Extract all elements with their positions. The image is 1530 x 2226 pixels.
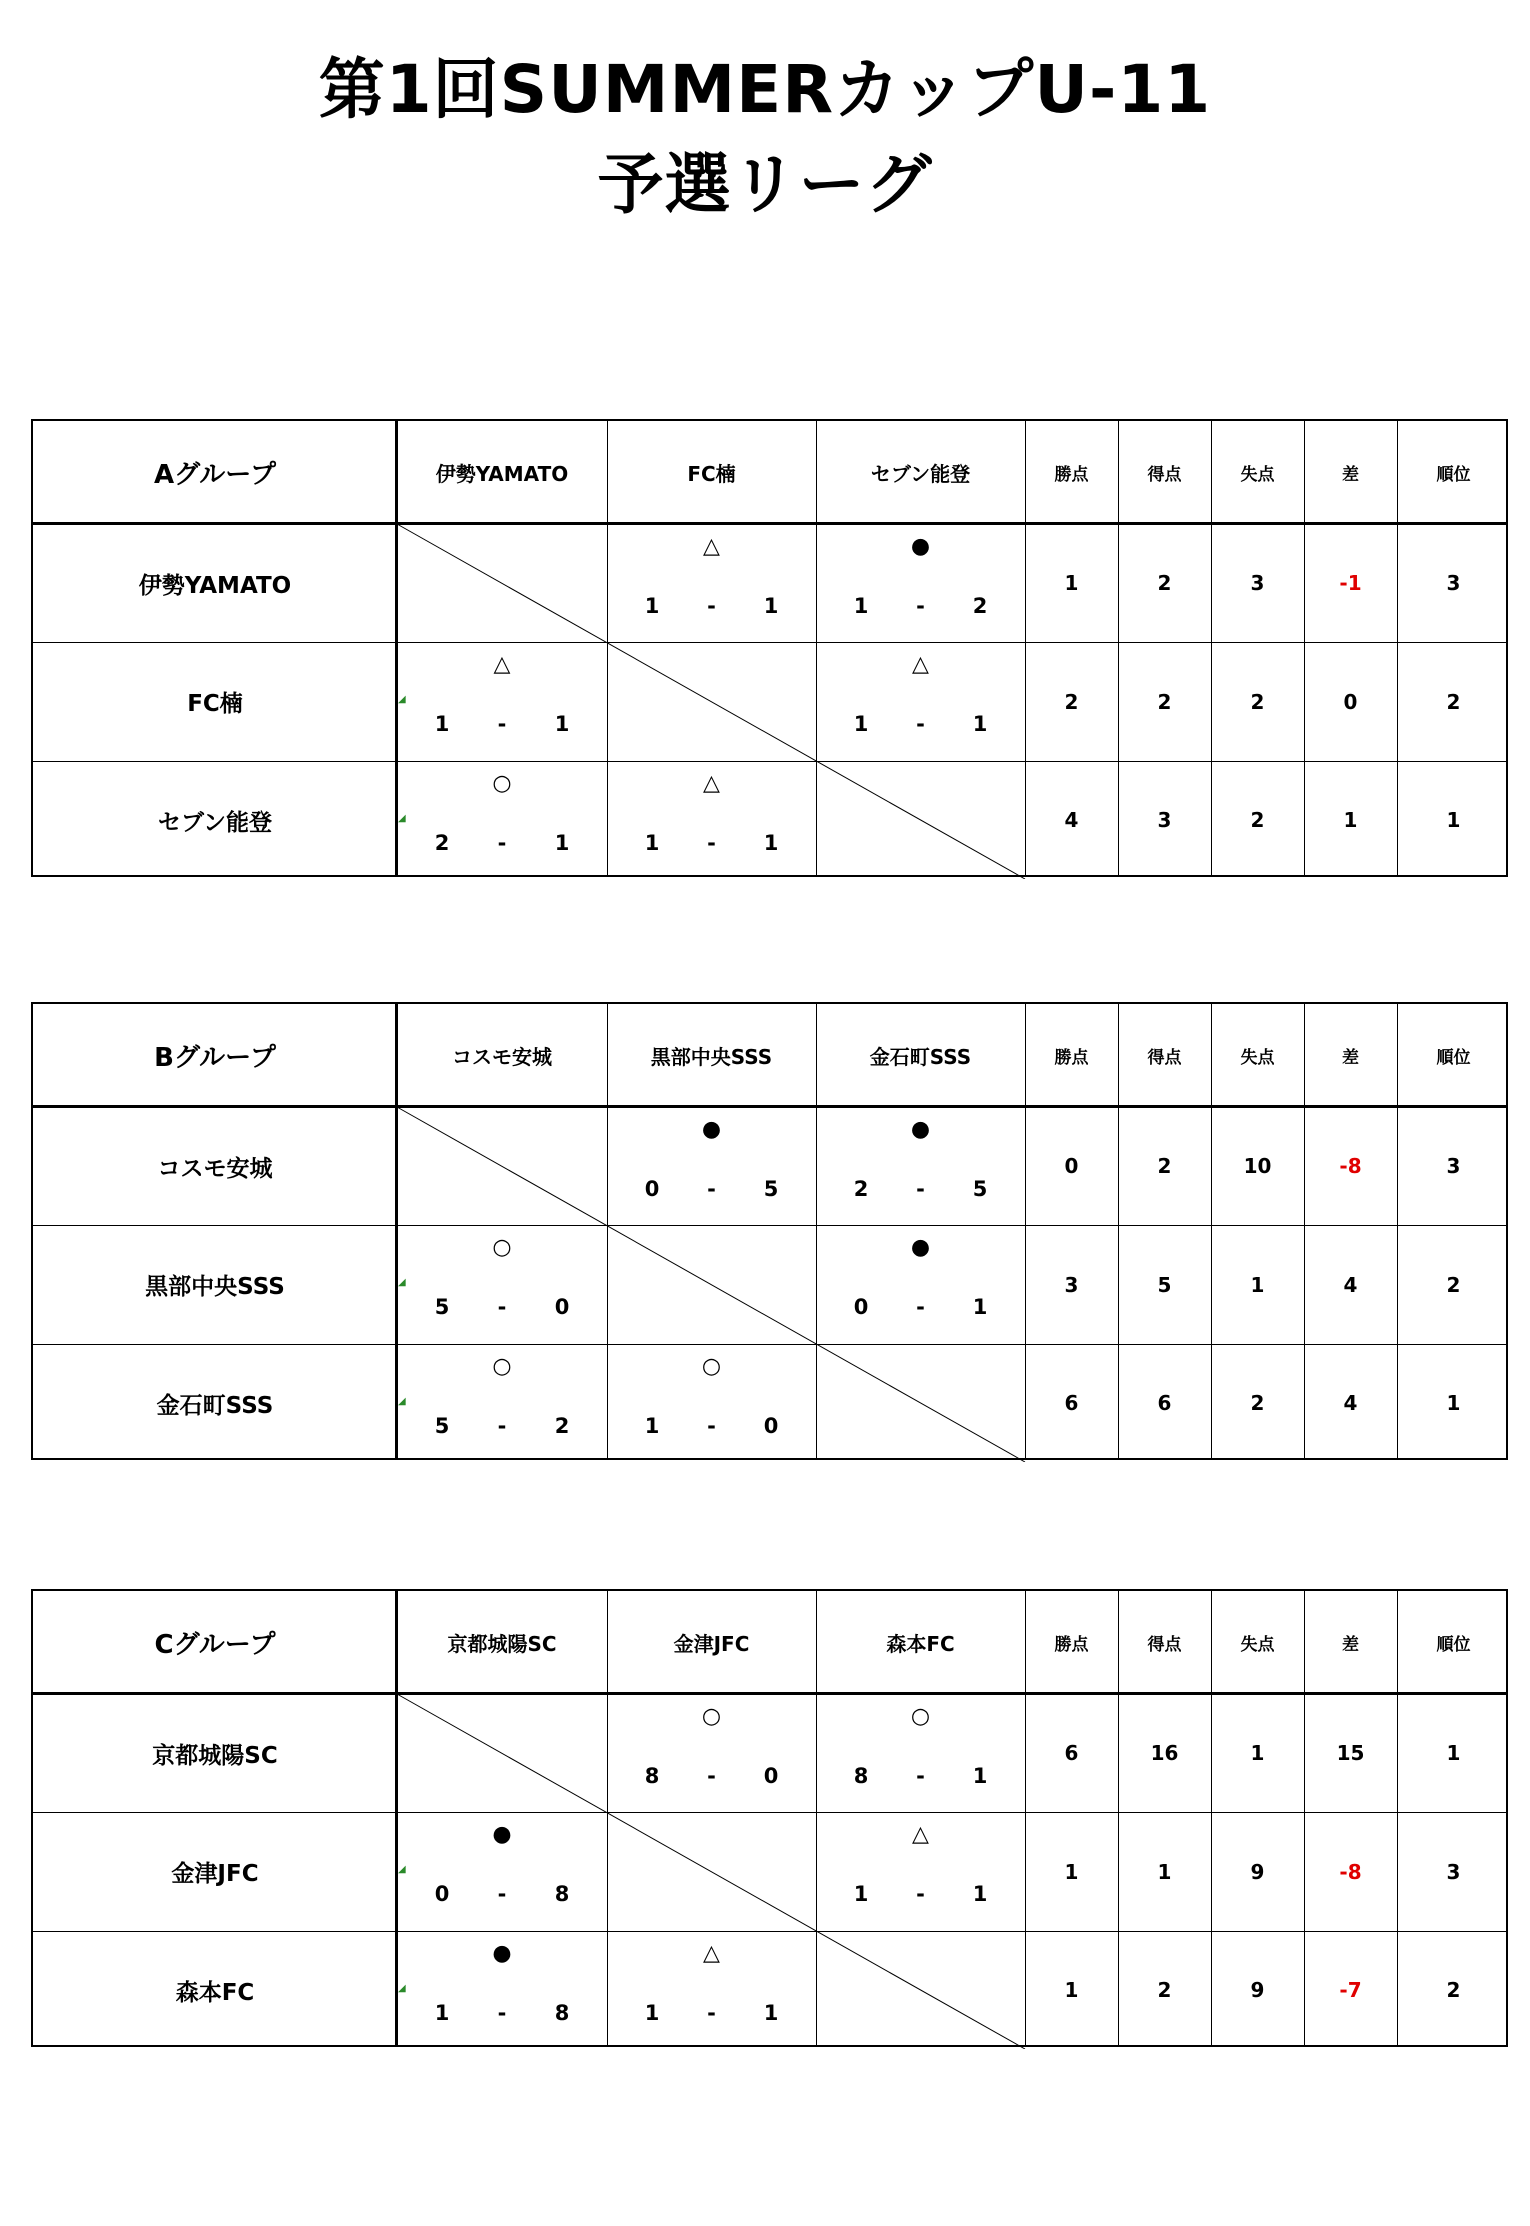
score-dash: -: [916, 1882, 925, 1906]
stat-diff: -8: [1339, 1859, 1362, 1884]
score-dash: -: [707, 594, 716, 618]
stat-column-header: 差: [1342, 1048, 1359, 1068]
stat-rank: 1: [1446, 1741, 1461, 1765]
stat-gf: 6: [1157, 1391, 1172, 1415]
cell-comment-marker: ◢: [398, 1864, 406, 1875]
score-away: 1: [763, 594, 779, 618]
score-home: 1: [644, 594, 660, 618]
score-away: 1: [763, 2001, 779, 2025]
stat-ga: 2: [1250, 689, 1265, 714]
score-away: 2: [972, 594, 988, 618]
stat-gf: 2: [1157, 689, 1172, 714]
team-row-name: FC楠: [187, 691, 243, 717]
stat-ga: 3: [1250, 571, 1265, 595]
team-row-name: セブン能登: [157, 809, 273, 836]
cell-comment-marker: ◢: [398, 813, 406, 824]
score-away: 1: [763, 831, 779, 855]
match-result-mark: ○: [910, 1704, 931, 1729]
stat-gf: 2: [1157, 1978, 1172, 2002]
score-away: 8: [554, 2001, 570, 2025]
stat-gf: 1: [1157, 1859, 1172, 1884]
stat-gf: 5: [1157, 1272, 1172, 1297]
stat-points: 6: [1064, 1391, 1079, 1415]
stat-ga: 1: [1250, 1272, 1265, 1297]
stat-diff: -1: [1339, 571, 1362, 595]
stat-points: 3: [1064, 1272, 1079, 1297]
page-title-line2: 予選リーグ: [597, 146, 933, 223]
match-result-mark: △: [493, 652, 511, 677]
score-dash: -: [497, 1882, 507, 1906]
cell-comment-marker: ◢: [398, 1277, 406, 1288]
score-away: 0: [554, 1295, 570, 1319]
diagonal-line: [397, 1107, 1025, 1462]
score-dash: -: [497, 2001, 507, 2025]
stat-ga: 1: [1250, 1741, 1265, 1765]
match-result-mark: ○: [701, 1704, 722, 1729]
team-column-header: 黒部中央SSS: [650, 1045, 773, 1069]
match-result-mark: ●: [701, 1117, 722, 1142]
score-away: 1: [554, 831, 570, 855]
stat-rank: 1: [1446, 1391, 1461, 1415]
match-result-mark: ●: [492, 1941, 512, 1966]
score-home: 1: [644, 2001, 660, 2025]
score-home: 1: [644, 831, 660, 855]
stat-column-header: 順位: [1436, 1048, 1471, 1068]
stat-rank: 1: [1446, 808, 1461, 832]
stat-rank: 2: [1446, 689, 1461, 714]
stat-ga: 10: [1243, 1154, 1272, 1178]
group-table: [31, 1002, 1508, 1460]
score-away: 8: [554, 1882, 570, 1906]
score-away: 1: [972, 1295, 988, 1319]
team-column-header: コスモ安城: [452, 1045, 552, 1069]
score-home: 8: [644, 1764, 660, 1788]
team-column-header: 京都城陽SC: [447, 1632, 557, 1656]
stat-column-header: 得点: [1147, 1635, 1182, 1655]
page-title-line1: 第1回SUMMERカップU-11: [318, 51, 1212, 128]
group-table: [31, 419, 1508, 877]
group-name: Cグループ: [154, 1630, 276, 1660]
team-row-name: 金津JFC: [171, 1861, 259, 1887]
score-dash: -: [916, 594, 925, 618]
match-result-mark: ●: [492, 1822, 512, 1847]
score-home: 1: [644, 1414, 660, 1438]
stat-diff: -7: [1339, 1978, 1362, 2002]
stat-column-header: 順位: [1436, 465, 1471, 485]
stat-column-header: 得点: [1147, 465, 1182, 485]
stat-diff: 4: [1343, 1391, 1358, 1415]
team-column-header: セブン能登: [870, 462, 971, 486]
stat-gf: 2: [1157, 1154, 1172, 1178]
stat-diff: 1: [1343, 808, 1358, 832]
score-home: 2: [853, 1177, 869, 1201]
stat-column-header: 勝点: [1054, 1635, 1089, 1655]
score-dash: -: [707, 1414, 716, 1438]
score-home: 1: [434, 712, 450, 736]
score-dash: -: [497, 712, 507, 736]
score-dash: -: [497, 1414, 507, 1438]
score-dash: -: [916, 1295, 925, 1319]
score-away: 0: [763, 1764, 779, 1788]
score-dash: -: [707, 1177, 716, 1201]
group-name: Bグループ: [154, 1043, 276, 1073]
team-column-header: FC楠: [687, 462, 736, 486]
score-away: 1: [972, 712, 988, 736]
group-name: Aグループ: [153, 460, 277, 490]
stat-column-header: 勝点: [1054, 465, 1089, 485]
score-home: 0: [434, 1882, 450, 1906]
team-column-header: 金石町SSS: [869, 1045, 972, 1069]
score-dash: -: [497, 1295, 507, 1319]
stat-ga: 9: [1250, 1859, 1265, 1884]
stat-ga: 2: [1250, 1391, 1265, 1415]
stat-gf: 3: [1157, 808, 1172, 832]
score-home: 5: [434, 1295, 450, 1319]
score-home: 1: [434, 2001, 450, 2025]
score-home: 0: [853, 1295, 869, 1319]
stat-column-header: 得点: [1147, 1048, 1182, 1068]
stat-points: 0: [1064, 1154, 1079, 1178]
cell-comment-marker: ◢: [398, 1983, 406, 1994]
stat-points: 4: [1064, 808, 1079, 832]
match-result-mark: △: [703, 534, 720, 559]
match-result-mark: △: [912, 1822, 929, 1847]
match-result-mark: △: [912, 652, 929, 677]
stat-column-header: 勝点: [1054, 1048, 1089, 1068]
match-result-mark: ●: [910, 1117, 931, 1142]
score-away: 5: [972, 1177, 988, 1201]
stat-points: 2: [1064, 689, 1079, 714]
score-dash: -: [916, 712, 925, 736]
match-result-mark: ●: [910, 534, 931, 559]
stat-points: 1: [1064, 571, 1079, 595]
score-away: 1: [972, 1882, 988, 1906]
stat-rank: 2: [1446, 1272, 1461, 1297]
score-home: 1: [853, 1882, 869, 1906]
stat-gf: 16: [1150, 1741, 1179, 1765]
stat-points: 6: [1064, 1741, 1079, 1765]
score-home: 0: [644, 1177, 660, 1201]
stat-column-header: 差: [1342, 465, 1359, 485]
stat-column-header: 順位: [1436, 1635, 1471, 1655]
score-dash: -: [916, 1177, 925, 1201]
diagonal-line: [397, 1694, 1025, 2049]
match-result-mark: △: [703, 771, 720, 796]
score-home: 5: [434, 1414, 450, 1438]
cell-comment-marker: ◢: [398, 1396, 406, 1407]
score-home: 1: [853, 594, 869, 618]
team-row-name: 黒部中央SSS: [145, 1274, 285, 1300]
score-home: 8: [853, 1764, 869, 1788]
stat-points: 1: [1064, 1859, 1079, 1884]
team-row-name: 森本FC: [175, 1979, 255, 2006]
stat-diff: 4: [1343, 1272, 1358, 1297]
score-away: 0: [763, 1414, 779, 1438]
score-away: 1: [554, 712, 570, 736]
team-row-name: 京都城陽SC: [152, 1742, 278, 1769]
score-home: 2: [434, 831, 450, 855]
match-result-mark: ○: [492, 771, 512, 796]
stat-ga: 2: [1250, 808, 1265, 832]
score-away: 2: [554, 1414, 570, 1438]
stat-rank: 3: [1446, 1859, 1461, 1884]
stat-column-header: 差: [1342, 1635, 1359, 1655]
stat-diff: 0: [1343, 689, 1358, 714]
diagonal-line: [397, 524, 1025, 879]
team-row-name: 金石町SSS: [156, 1392, 274, 1419]
score-away: 5: [763, 1177, 779, 1201]
stat-rank: 3: [1446, 571, 1461, 595]
stat-points: 1: [1064, 1978, 1079, 2002]
score-home: 1: [853, 712, 869, 736]
team-row-name: 伊勢YAMATO: [138, 572, 292, 599]
match-result-mark: △: [703, 1941, 720, 1966]
match-result-mark: ○: [492, 1354, 512, 1379]
match-result-mark: ●: [910, 1235, 931, 1260]
stat-column-header: 失点: [1240, 1635, 1275, 1655]
stat-diff: 15: [1336, 1741, 1365, 1765]
stat-ga: 9: [1250, 1978, 1265, 2002]
stat-rank: 2: [1446, 1978, 1461, 2002]
score-dash: -: [916, 1764, 925, 1788]
match-result-mark: ○: [701, 1354, 722, 1379]
score-dash: -: [707, 2001, 716, 2025]
team-column-header: 金津JFC: [673, 1632, 750, 1656]
team-column-header: 伊勢YAMATO: [435, 462, 569, 486]
match-result-mark: ○: [492, 1235, 512, 1260]
team-column-header: 森本FC: [886, 1632, 955, 1656]
stat-diff: -8: [1339, 1154, 1362, 1178]
cell-comment-marker: ◢: [398, 694, 406, 705]
stat-gf: 2: [1157, 571, 1172, 595]
stat-column-header: 失点: [1240, 1048, 1275, 1068]
score-dash: -: [497, 831, 507, 855]
stat-column-header: 失点: [1240, 465, 1275, 485]
stat-rank: 3: [1446, 1154, 1461, 1178]
score-away: 1: [972, 1764, 988, 1788]
group-table: [31, 1589, 1508, 2047]
team-row-name: コスモ安城: [157, 1155, 273, 1182]
score-dash: -: [707, 831, 716, 855]
score-dash: -: [707, 1764, 716, 1788]
